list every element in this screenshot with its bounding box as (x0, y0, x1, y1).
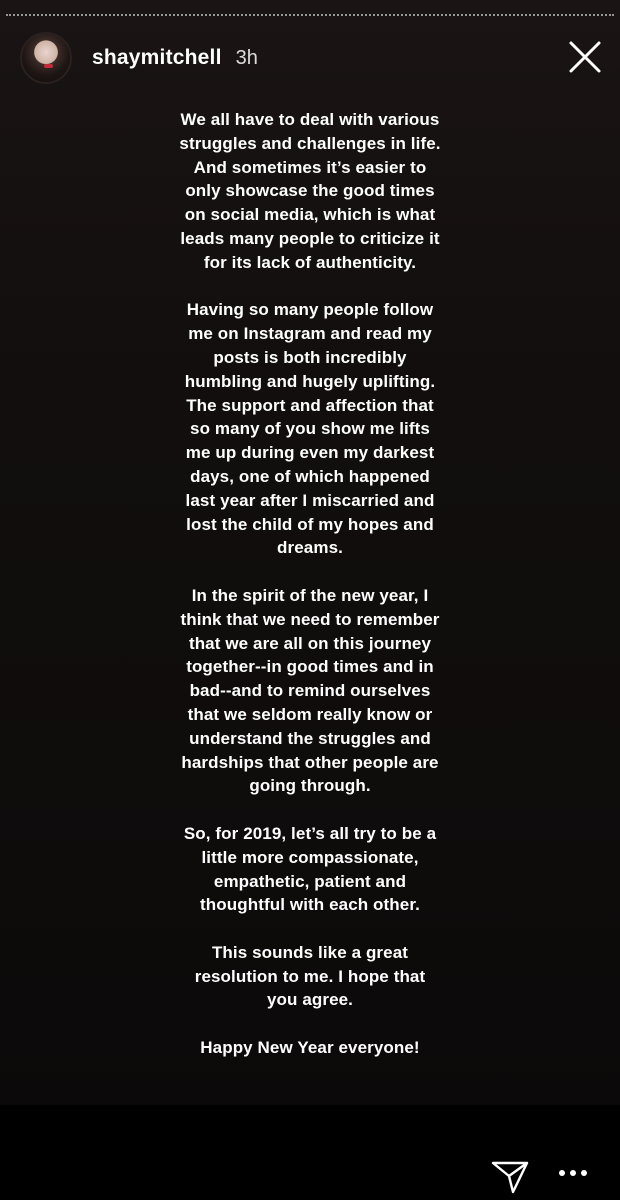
profile-avatar[interactable] (20, 32, 72, 84)
username[interactable]: shaymitchell (92, 46, 222, 69)
story-paragraph-4: So, for 2019, let’s all try to be a little more compassionate, empathetic, patient and thoughtful with each other. (183, 823, 437, 915)
story-text (160, 108, 460, 1084)
post-time: 3h (235, 46, 258, 69)
more-icon (558, 1167, 588, 1179)
story-paragraph-5: This sounds like a great resolution to me. I hope that you agree. (194, 942, 426, 1010)
story-paragraph-2: Having so many people follow me on Instagram and read my posts is both incredibly humbling and hugely uplifting. The support and affection that so many of you show me lifts me up during even my darkest days, one of which happened last year after I miscarried and lost the child of my hopes and dreams. (184, 300, 436, 558)
close-icon (568, 40, 602, 74)
story-paragraph-1: We all have to deal with various struggles and challenges in life. And sometimes it’s easier to only showcase the good times on social media, which is what leads many people to criticize it for its lack of authenticity. (179, 110, 441, 272)
story-header (20, 32, 258, 84)
story-paragraph-3: In the spirit of the new year, I think that we need to remember that we are all on this journey together--in good times and in bad--and to remind ourselves that we seldom really know or understand the struggles and hardships that other people are going through. (180, 585, 440, 796)
story-paragraph-6: Happy New Year everyone! (200, 1038, 420, 1058)
close-button[interactable] (568, 40, 602, 74)
story-progress-bar (6, 14, 614, 19)
more-button[interactable] (558, 1166, 588, 1178)
send-button[interactable] (490, 1159, 530, 1195)
send-icon (490, 1159, 530, 1195)
